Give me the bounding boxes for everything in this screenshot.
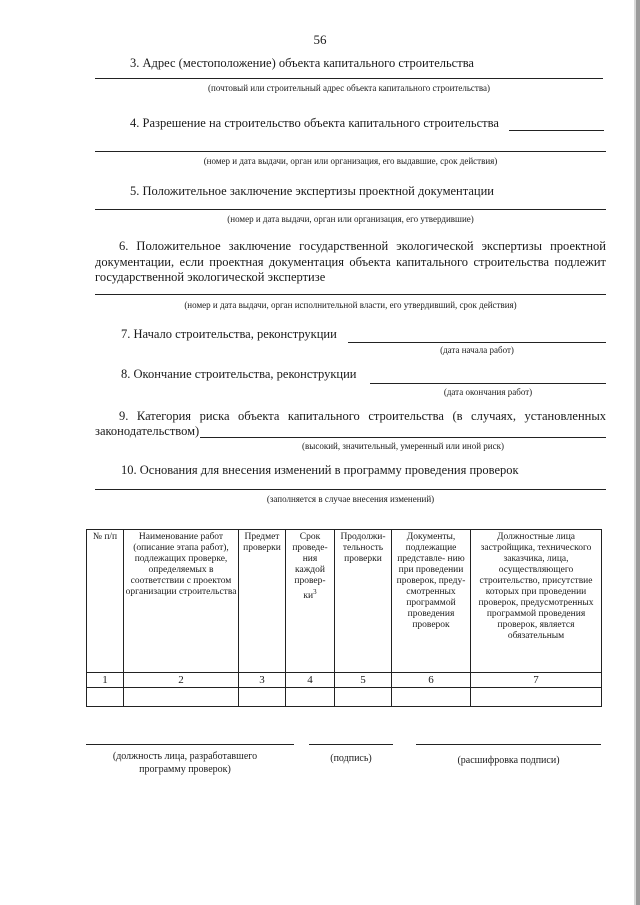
column-number: 1 [87, 673, 124, 688]
item-9-line-1: 9. Категория риска объекта капитального строительства (в случаях, установленных [119, 409, 606, 423]
item-7-caption: (дата начала работ) [440, 345, 514, 355]
item-3-line[interactable] [95, 78, 603, 79]
item-6-caption: (номер и дата выдачи, орган исполнительной власти, его утвердивший, срок действия) [184, 300, 517, 310]
column-number: 4 [286, 673, 335, 688]
col-header-documents: Документы, подлежащие представле- нию при проведении проверок, преду- смотренных программой проведения проверок [392, 530, 471, 673]
col-header-officials: Должностные лица застройщика, технического заказчика, лица, осуществляющего строительство, присутствие которых при проведении проверок, предусмотренных программой проведения проверок, является обязательным [471, 530, 602, 673]
item-6-line-1: 6. Положительное заключение государственной экологической экспертизы проектной [119, 239, 606, 253]
item-4-line-inline[interactable] [509, 130, 604, 131]
item-3-text: 3. Адрес (местоположение) объекта капитального строительства [130, 56, 474, 70]
column-number: 3 [239, 673, 286, 688]
column-number: 2 [124, 673, 239, 688]
item-10-line[interactable] [95, 489, 606, 490]
item-9-line[interactable] [200, 437, 606, 438]
table-cell[interactable] [87, 688, 124, 707]
item-9-line-2: законодательством) [95, 424, 200, 438]
table-cell[interactable] [239, 688, 286, 707]
item-6-line-2: документации, если проектная документация объекта капитального строительства подлежит [95, 255, 606, 269]
signature-caption: (подпись) [330, 753, 372, 764]
item-5-line[interactable] [95, 209, 606, 210]
table-cell[interactable] [392, 688, 471, 707]
table-header-row [87, 530, 602, 673]
item-4-text: 4. Разрешение на строительство объекта капитального строительства [130, 116, 499, 130]
column-number: 6 [392, 673, 471, 688]
table-cell[interactable] [335, 688, 392, 707]
col-header-term-text: Срок проведе- ния каждой провер- ки [292, 532, 328, 602]
decryption-line[interactable] [416, 744, 601, 745]
item-4-line[interactable] [95, 151, 606, 152]
item-8-text: 8. Окончание строительства, реконструкции [121, 367, 357, 381]
col-header-term [286, 530, 335, 673]
item-10-caption: (заполняется в случае внесения изменений) [266, 494, 435, 504]
col-header-number: № п/п [87, 530, 124, 673]
item-7-text: 7. Начало строительства, реконструкции [121, 327, 337, 341]
item-8-caption: (дата окончания работ) [443, 387, 533, 397]
item-8-line[interactable] [370, 383, 606, 384]
table-cell[interactable] [471, 688, 602, 707]
table-cell[interactable] [286, 688, 335, 707]
item-9-caption: (высокий, значительный, умеренный или иной риск) [302, 441, 504, 451]
signature-line[interactable] [309, 744, 393, 745]
page-edge-shadow [636, 0, 640, 905]
column-number: 5 [335, 673, 392, 688]
column-number-row [87, 673, 602, 688]
item-7-line[interactable] [348, 342, 606, 343]
col-header-subject: Предмет проверки [239, 530, 286, 673]
item-5-text: 5. Положительное заключение экспертизы проектной документации [130, 184, 494, 198]
item-5-caption: (номер и дата выдачи, орган или организация, его утвердившие) [227, 214, 474, 224]
item-3-caption: (почтовый или строительный адрес объекта капитального строительства) [208, 83, 490, 93]
item-6-line[interactable] [95, 294, 606, 295]
item-10-text: 10. Основания для внесения изменений в программу проведения проверок [121, 463, 519, 477]
col-header-duration: Продолжи- тельность проверки [335, 530, 392, 673]
table-row [87, 688, 602, 707]
column-number: 7 [471, 673, 602, 688]
item-6-line-3: государственной экологической экспертизе [95, 270, 326, 284]
position-line[interactable] [86, 744, 294, 745]
page-number: 56 [313, 32, 327, 47]
inspection-table [86, 529, 602, 707]
footnote-mark: 3 [313, 588, 317, 596]
item-4-caption: (номер и дата выдачи, орган или организация, его выдавшие, срок действия) [203, 156, 498, 166]
table-cell[interactable] [124, 688, 239, 707]
decryption-caption: (расшифровка подписи) [457, 755, 560, 766]
position-caption: (должность лица, разработавшего программу проверок) [112, 751, 258, 775]
col-header-work-name: Наименование работ (описание этапа работ), подлежащих проверке, определяемых в соответствии с проектом организации строительства [124, 530, 239, 673]
